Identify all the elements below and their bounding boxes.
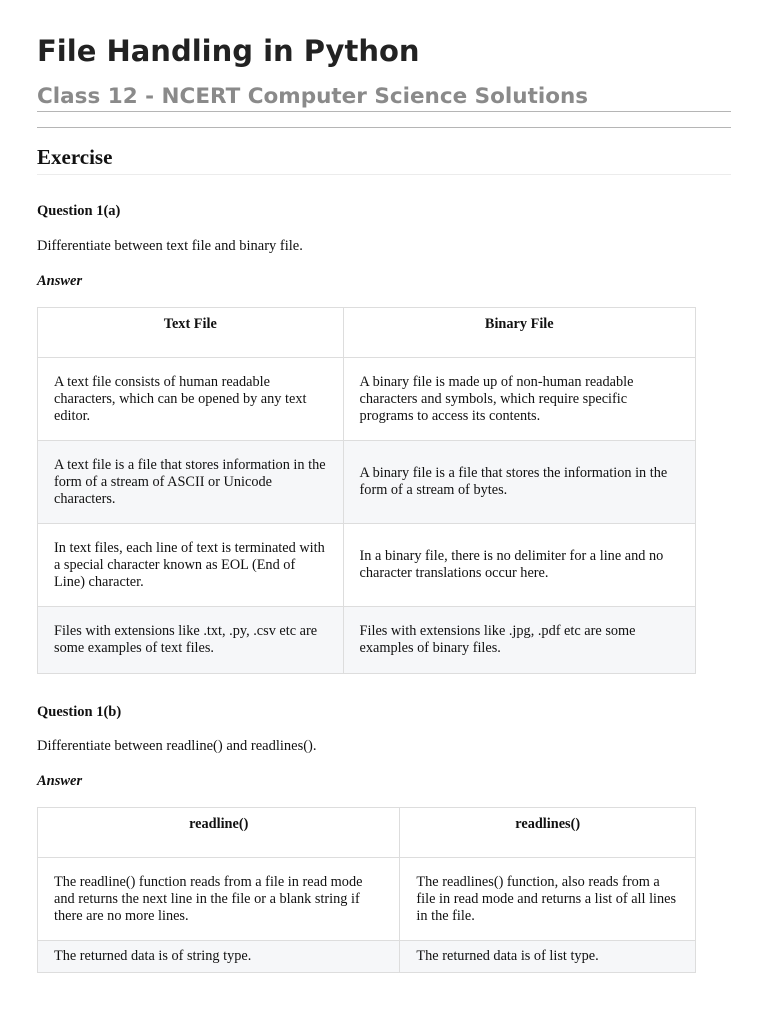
page-title: File Handling in Python [37, 34, 420, 68]
question-label: Question 1(b) [37, 704, 122, 720]
question-text: Differentiate between text file and binary file. [37, 238, 303, 254]
table-row [38, 358, 696, 441]
table-header-row [38, 808, 696, 858]
table-cell: The readlines() function, also reads from a file in read mode and returns a list of all lines in the file. [400, 858, 696, 941]
table-cell: A text file consists of human readable characters, which can be opened by any text editor. [38, 358, 344, 441]
table-cell: A text file is a file that stores information in the form of a stream of ASCII or Unicode characters. [38, 441, 344, 524]
answer-label: Answer [37, 773, 83, 789]
table-row [38, 941, 696, 973]
table-cell: The returned data is of string type. [38, 941, 400, 973]
divider [37, 127, 731, 128]
table-header-cell: Text File [38, 308, 344, 358]
answer-label: Answer [37, 273, 83, 289]
table-header-cell: readlines() [400, 808, 696, 858]
table-cell: A binary file is made up of non-human readable characters and symbols, which require specific programs to access its contents. [343, 358, 695, 441]
table-cell: Files with extensions like .txt, .py, .csv etc are some examples of text files. [38, 607, 344, 674]
table-cell: Files with extensions like .jpg, .pdf etc are some examples of binary files. [343, 607, 695, 674]
table-header-cell: Binary File [343, 308, 695, 358]
divider [37, 111, 731, 112]
table-cell: In a binary file, there is no delimiter for a line and no character translations occur here. [343, 524, 695, 607]
table-row [38, 524, 696, 607]
table-row [38, 607, 696, 674]
table-header-row [38, 308, 696, 358]
table-row [38, 441, 696, 524]
question-label: Question 1(a) [37, 203, 121, 219]
table-header-cell: readline() [38, 808, 400, 858]
table-cell: In text files, each line of text is terminated with a special character known as EOL (End of Line) character. [38, 524, 344, 607]
table-cell: The returned data is of list type. [400, 941, 696, 973]
comparison-table [37, 307, 696, 674]
question-text: Differentiate between readline() and readlines(). [37, 738, 317, 754]
table-cell: The readline() function reads from a file in read mode and returns the next line in the file or a blank string if there are no more lines. [38, 858, 400, 941]
table-cell: A binary file is a file that stores the information in the form of a stream of bytes. [343, 441, 695, 524]
section-title: Exercise [37, 145, 113, 169]
divider [37, 174, 731, 175]
page-subtitle: Class 12 - NCERT Computer Science Solutions [37, 84, 589, 109]
comparison-table [37, 807, 696, 973]
table-row [38, 858, 696, 941]
